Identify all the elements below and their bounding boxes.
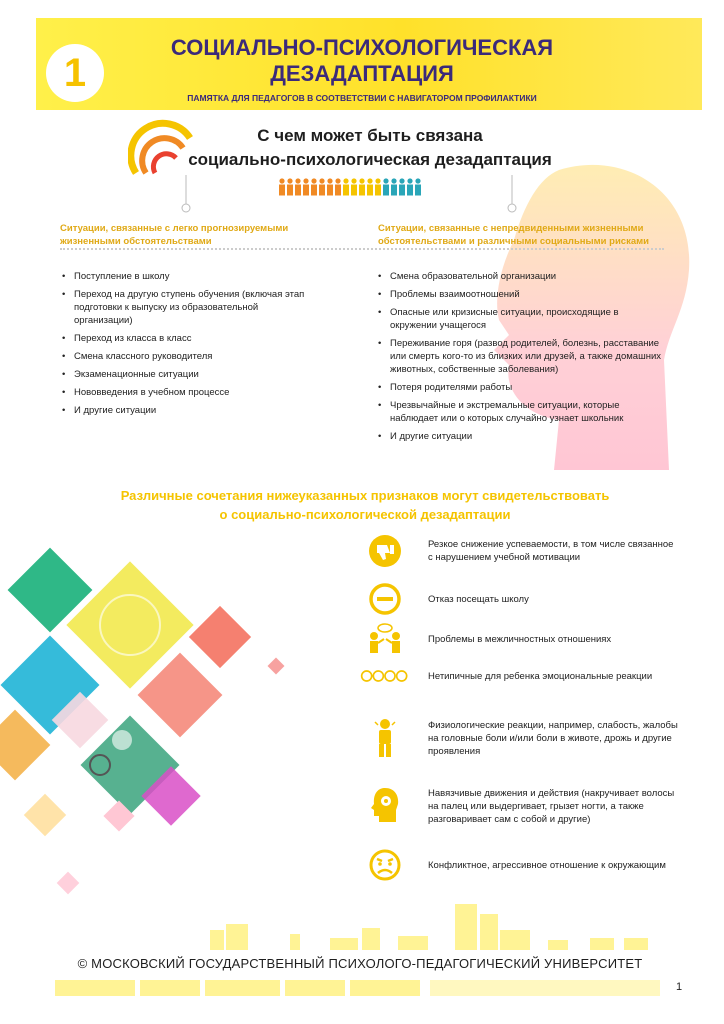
person-figure-icon xyxy=(279,178,285,195)
list-item: • Переход на другую ступень обучения (включая этап подготовки к выпуску из образовательной организации) xyxy=(60,288,310,327)
dotted-divider xyxy=(60,248,664,250)
person-figure-icon xyxy=(343,178,349,195)
section2-title xyxy=(60,486,670,524)
emotion-faces-icon xyxy=(360,666,410,686)
person-figure-icon xyxy=(359,178,365,195)
section2-title-line2: о социально-психологической дезадаптации xyxy=(219,507,511,522)
people-row-icon xyxy=(278,177,428,197)
sign-text: Конфликтное, агрессивное отношение к окружающим xyxy=(428,859,666,871)
list-item: • Смена классного руководителя xyxy=(60,350,310,363)
page-title-line1: СОЦИАЛЬНО-ПСИХОЛОГИЧЕСКАЯ xyxy=(170,35,554,60)
person-figure-icon xyxy=(287,178,293,195)
section1-title xyxy=(160,124,580,172)
sign-text: Навязчивые движения и действия (накручивает волосы на палец или выдергивает, грызет ногти, а также разговаривает сам с собой и другие) xyxy=(428,787,675,825)
head-gear-icon xyxy=(360,786,410,826)
page-title-line2: ДЕЗАДАПТАЦИЯ xyxy=(270,61,454,86)
conflict-people-icon xyxy=(360,622,410,656)
list-item: • Чрезвычайные и экстремальные ситуации, которые наблюдает или о которых случайно узнает школьник xyxy=(376,399,666,425)
person-figure-icon xyxy=(319,178,325,195)
person-figure-icon xyxy=(375,178,381,195)
diamond-collage-illustration xyxy=(0,520,300,920)
sign-item xyxy=(360,622,678,656)
sign-item xyxy=(360,582,678,616)
person-figure-icon xyxy=(335,178,341,195)
footer-copyright: © МОСКОВСКИЙ ГОСУДАРСТВЕННЫЙ ПСИХОЛОГО-ПЕДАГОГИЧЕСКИЙ УНИВЕРСИТЕТ xyxy=(77,956,643,971)
page-number: 1 xyxy=(676,981,683,993)
list-item: • Поступление в школу xyxy=(60,270,310,283)
left-situations-list xyxy=(60,270,310,422)
list-item: • Нововведения в учебном процессе xyxy=(60,386,310,399)
list-item: • Переход из класса в класс xyxy=(60,332,310,345)
sign-text: Отказ посещать школу xyxy=(428,593,529,605)
left-column-heading: Ситуации, связанные с легко прогнозируемыми жизненными обстоятельствами xyxy=(60,223,289,247)
right-column-heading: Ситуации, связанные с непредвиденными жизненными обстоятельствами и различными социальными рисками xyxy=(378,223,649,247)
city-skyline-decoration xyxy=(0,890,724,1000)
list-item: • Экзаменационные ситуации xyxy=(60,368,310,381)
list-item: • И другие ситуации xyxy=(60,404,310,417)
person-figure-icon xyxy=(391,178,397,195)
person-figure-icon xyxy=(415,178,421,195)
sign-text: Нетипичные для ребенка эмоциональные реакции xyxy=(428,670,653,682)
list-item: • И другие ситуации xyxy=(376,430,666,443)
section1-title-line2: социально-психологическая дезадаптация xyxy=(188,150,552,169)
person-figure-icon xyxy=(327,178,333,195)
sign-item xyxy=(360,666,678,686)
weak-person-icon xyxy=(360,718,410,758)
no-entry-icon xyxy=(360,582,410,616)
list-item: • Потеря родителями работы xyxy=(376,381,666,394)
person-figure-icon xyxy=(367,178,373,195)
sign-text: Проблемы в межличностных отношениях xyxy=(428,633,612,645)
person-figure-icon xyxy=(303,178,309,195)
list-item: • Опасные или кризисные ситуации, происходящие в окружении учащегося xyxy=(376,306,666,332)
angry-face-icon xyxy=(360,848,410,882)
sign-item xyxy=(360,848,678,882)
sign-item xyxy=(360,534,678,568)
sign-item xyxy=(360,718,678,758)
section2-title-line1: Различные сочетания нижеуказанных признаков могут свидетельствовать xyxy=(120,488,610,503)
person-figure-icon xyxy=(383,178,389,195)
person-figure-icon xyxy=(351,178,357,195)
list-item: • Переживание горя (развод родителей, болезнь, расставание или смерть кого-то из близких или друзей, а также домашних животных, собственные заболевания) xyxy=(376,337,666,376)
page-title xyxy=(112,35,612,87)
list-item: • Проблемы взаимоотношений xyxy=(376,288,666,301)
person-figure-icon xyxy=(295,178,301,195)
person-figure-icon xyxy=(399,178,405,195)
right-situations-list xyxy=(376,270,666,448)
sign-item xyxy=(360,786,678,826)
person-figure-icon xyxy=(311,178,317,195)
person-figure-icon xyxy=(407,178,413,195)
list-item: • Смена образовательной организации xyxy=(376,270,666,283)
thumbs-down-icon xyxy=(360,534,410,568)
section-number-badge: 1 xyxy=(46,44,104,102)
sign-text: Физиологические реакции, например, слабость, жалобы на головные боли и/или боли в животе, дрожь и другие проявления xyxy=(428,719,678,757)
sign-text: Резкое снижение успеваемости, в том числе связанное с нарушением учебной мотивации xyxy=(428,539,674,563)
section1-title-line1: С чем может быть связана xyxy=(257,126,483,145)
page-subtitle: ПАМЯТКА ДЛЯ ПЕДАГОГОВ В СООТВЕТСТВИИ С НАВИГАТОРОМ ПРОФИЛАКТИКИ xyxy=(187,93,537,103)
